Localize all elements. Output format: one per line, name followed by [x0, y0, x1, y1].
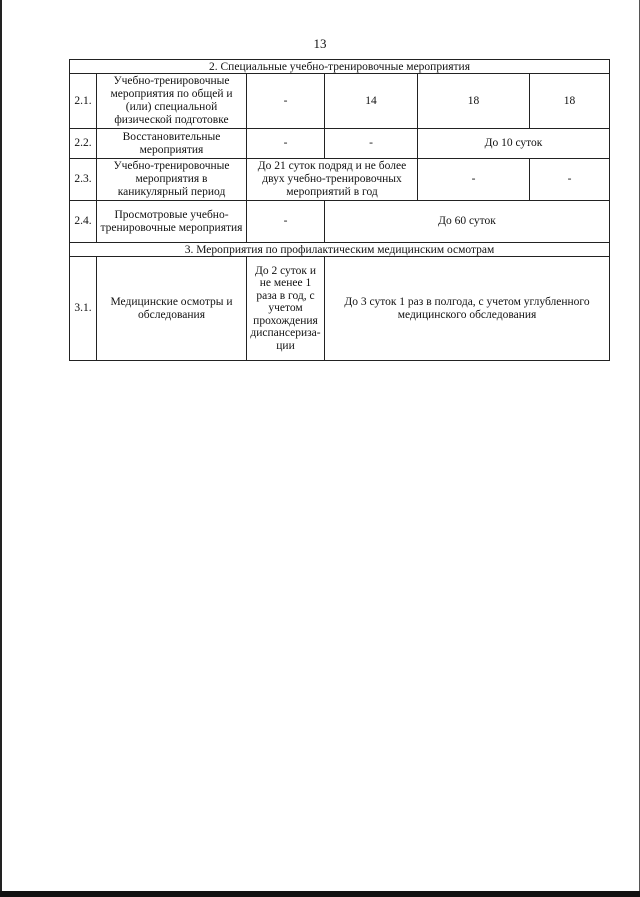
cell-value: - [530, 159, 610, 201]
row-number: 3.1. [70, 257, 97, 361]
section-3-header-row [70, 243, 610, 257]
activities-table [69, 59, 610, 361]
row-number: 2.2. [70, 129, 97, 159]
activity-name: Учебно-тренировочные мероприятия по общей и (или) специальной физической подготовке [97, 74, 247, 129]
cell-value: 18 [530, 74, 610, 129]
section-2-header-row [70, 60, 610, 74]
cell-value: - [418, 159, 530, 201]
cell-value-merged: До 60 суток [325, 201, 610, 243]
table-row-2-1 [70, 74, 610, 129]
row-number: 2.1. [70, 74, 97, 129]
page-number: 13 [313, 36, 327, 51]
cell-value-merged: До 3 суток 1 раз в полгода, с учетом углубленного медицинского обследования [325, 257, 610, 361]
cell-value: До 2 суток и не менее 1 раза в год, с учетом прохождения диспансериза-ции [247, 257, 325, 361]
cell-value-merged: До 10 суток [418, 129, 610, 159]
row-number: 2.3. [70, 159, 97, 201]
section-2-title: 2. Специальные учебно-тренировочные мероприятия [70, 60, 610, 74]
activity-name: Учебно-тренировочные мероприятия в каникулярный период [97, 159, 247, 201]
cell-value: 18 [418, 74, 530, 129]
table-row-3-1 [70, 257, 610, 361]
scan-bottom-edge [0, 891, 640, 897]
table-row-2-2 [70, 129, 610, 159]
cell-value-merged: До 21 суток подряд и не более двух учебно-тренировочных мероприятий в год [247, 159, 418, 201]
scan-left-edge [0, 0, 2, 897]
section-3-title: 3. Мероприятия по профилактическим медицинским осмотрам [70, 243, 610, 257]
cell-value: 14 [325, 74, 418, 129]
activity-name: Медицинские осмотры и обследования [97, 257, 247, 361]
table-row-2-4 [70, 201, 610, 243]
cell-value: - [247, 74, 325, 129]
row-number: 2.4. [70, 201, 97, 243]
cell-value: - [247, 129, 325, 159]
activity-name: Восстановительные мероприятия [97, 129, 247, 159]
table-row-2-3 [70, 159, 610, 201]
cell-value: - [325, 129, 418, 159]
cell-value: - [247, 201, 325, 243]
activity-name: Просмотровые учебно-тренировочные мероприятия [97, 201, 247, 243]
